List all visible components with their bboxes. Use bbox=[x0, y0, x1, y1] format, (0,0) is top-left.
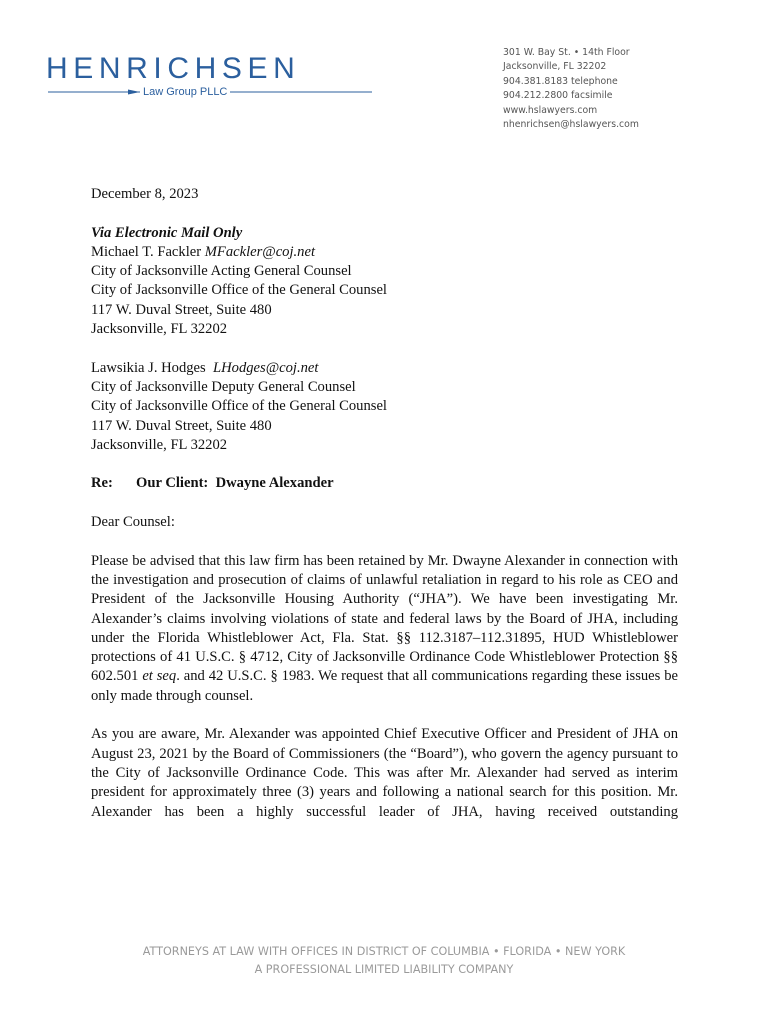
footer-offices: ATTORNEYS AT LAW WITH OFFICES IN DISTRICT OF COLUMBIA • FLORIDA • NEW YORK bbox=[142, 945, 626, 958]
paragraph-1-text-b: . and 42 U.S.C. § 1983. We request that all communications regarding these issues be only made through counsel. bbox=[91, 668, 679, 704]
recipient-2-city: Jacksonville, FL 32202 bbox=[91, 436, 228, 453]
recipient-2-street: 117 W. Duval Street, Suite 480 bbox=[91, 417, 272, 434]
contact-address: 301 W. Bay St. • 14th Floor bbox=[503, 47, 630, 58]
footer-company-type: A PROFESSIONAL LIMITED LIABILITY COMPANY bbox=[254, 963, 514, 976]
recipient-2-office: City of Jacksonville Office of the General Counsel bbox=[91, 398, 387, 415]
paragraph-1-text-a: Please be advised that this law firm has been retained by Mr. Dwayne Alexander in connection with the investigation and prosecution of claims of unlawful retaliation in regard to his role as CEO and President of the Jacksonville Housing Authority (“JHA”). We have been investigating Mr. Alexander’s claims involving violations of state and federal laws by the Board of JHA, including under the Florida Whistleblower Act, Fla. Stat. §§ 112.3187–112.31895, HUD Whistleblower protections of 41 U.S.C. § 4712, City of Jacksonville Ordinance Code Whistleblower Protection §§ 602.501 bbox=[91, 552, 678, 685]
recipient-1-name-line bbox=[91, 243, 678, 262]
paragraph-1 bbox=[91, 552, 678, 706]
firm-subtitle: Law Group PLLC bbox=[140, 85, 230, 99]
recipient-2-title: City of Jacksonville Deputy General Counsel bbox=[91, 378, 356, 395]
re-line bbox=[91, 474, 678, 493]
contact-telephone: 904.381.8183 telephone bbox=[503, 75, 618, 87]
firm-name: HENRICHSEN bbox=[46, 52, 301, 85]
salutation: Dear Counsel: bbox=[91, 514, 175, 531]
letter-date: December 8, 2023 bbox=[91, 186, 199, 202]
page-footer bbox=[0, 943, 768, 979]
recipient-1-office: City of Jacksonville Office of the General Counsel bbox=[91, 282, 387, 299]
recipient-1-name: Michael T. Fackler bbox=[91, 243, 205, 260]
contact-city: Jacksonville, FL 32202 bbox=[503, 61, 607, 73]
paragraph-1-italic: et seq bbox=[142, 668, 177, 685]
firm-contact-block bbox=[503, 46, 639, 132]
paragraph-2: As you are aware, Mr. Alexander was appointed Chief Executive Officer and President of JHA on August 23, 2021 by the Board of Commissioners (the “Board”), who govern the agency pursuant to the City of Jacksonville Ordinance Code. This was after Mr. Alexander had served as interim president for approximately three (3) years and following a national search for this position. Mr. Alexander has been a highly successful leader of JHA, having received outstanding bbox=[91, 726, 678, 820]
recipient-block-2 bbox=[91, 359, 678, 455]
recipient-1-street: 117 W. Duval Street, Suite 480 bbox=[91, 301, 272, 318]
recipient-2-name: Lawsikia J. Hodges bbox=[91, 359, 214, 376]
recipient-1-title: City of Jacksonville Acting General Counsel bbox=[91, 263, 352, 280]
recipient-2-name-line bbox=[91, 359, 678, 378]
contact-website[interactable]: www.hslawyers.com bbox=[503, 104, 598, 116]
recipient-2-email[interactable]: LHodges@coj.net bbox=[213, 359, 319, 376]
recipient-1-city: Jacksonville, FL 32202 bbox=[91, 321, 228, 338]
re-subject: Our Client: Dwayne Alexander bbox=[136, 475, 334, 492]
re-label: Re: bbox=[91, 475, 113, 492]
delivery-method: Via Electronic Mail Only bbox=[91, 224, 243, 241]
letter-body bbox=[91, 185, 678, 822]
contact-facsimile: 904.212.2800 facsimile bbox=[503, 90, 613, 102]
contact-email[interactable]: nhenrichsen@hslawyers.com bbox=[503, 119, 639, 131]
recipient-1-email[interactable]: MFackler@coj.net bbox=[204, 243, 316, 260]
recipient-block-1 bbox=[91, 243, 678, 339]
